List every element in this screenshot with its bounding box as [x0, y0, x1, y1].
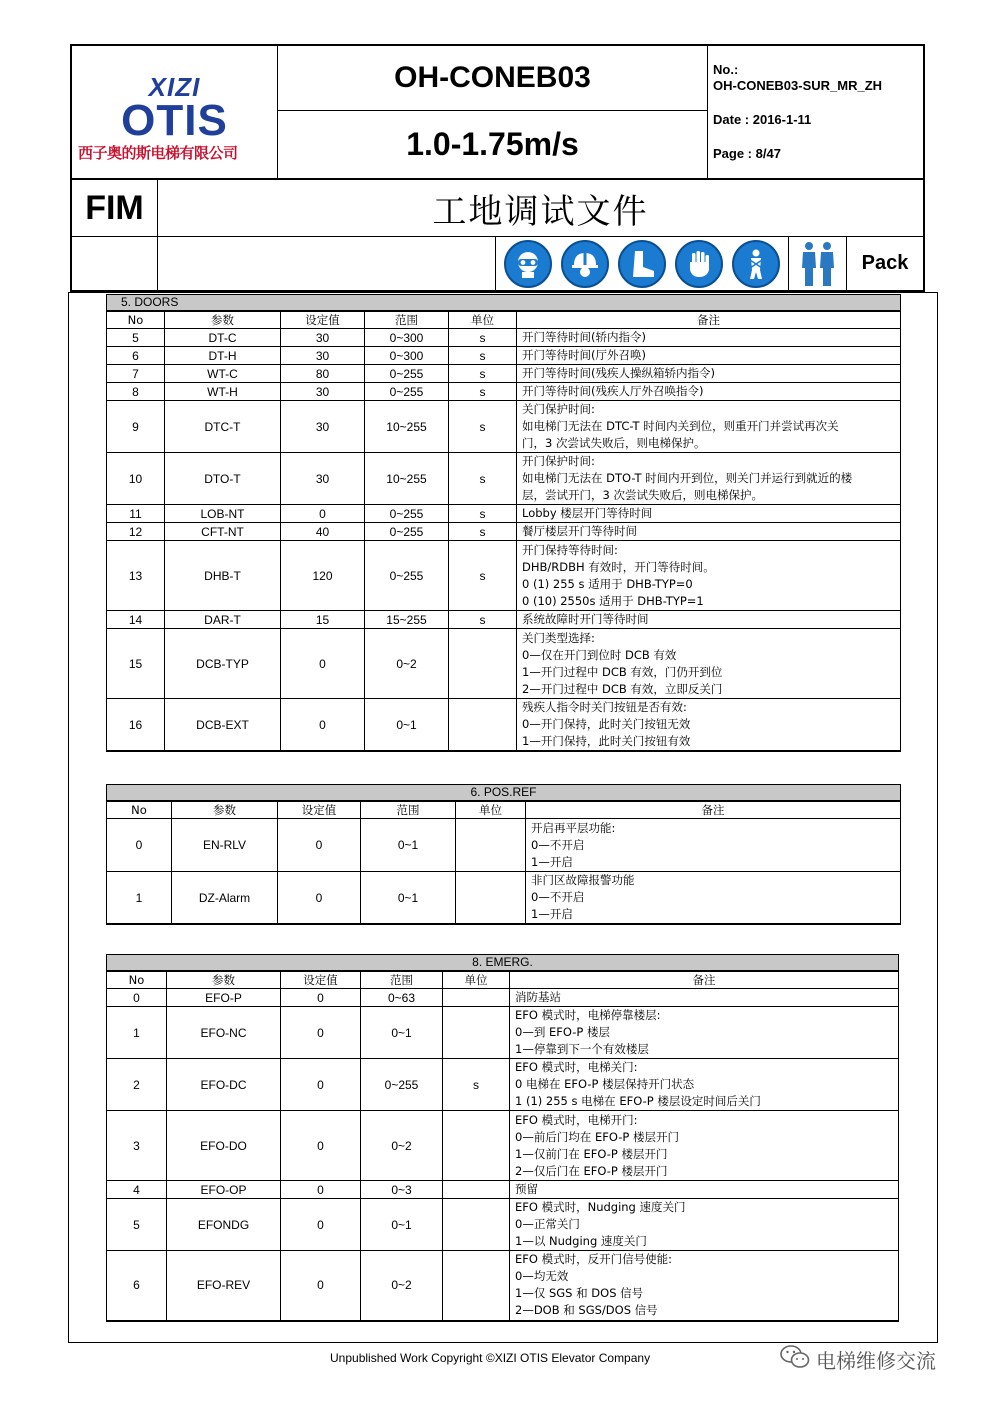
remark-line: EFO 模式时，电梯开门:	[515, 1112, 638, 1127]
cell-range: 0~3	[361, 1181, 443, 1199]
table-row	[107, 383, 901, 401]
cell-remark	[517, 453, 901, 505]
cell-no: 11	[107, 505, 165, 523]
section-header-row	[107, 295, 901, 311]
document-info	[708, 46, 923, 178]
cell-unit: s	[449, 541, 517, 611]
column-header-row	[107, 801, 901, 819]
cell-value: 0	[281, 1059, 361, 1111]
cell-no: 1	[107, 1007, 167, 1059]
remark-line: 开门保持等待时间:	[522, 542, 618, 557]
cell-no: 0	[107, 989, 167, 1007]
remark-line: 1—仅前门在 EFO-P 楼层开门	[515, 1146, 668, 1161]
section-title: 5. DOORS	[107, 295, 901, 311]
cell-param: EFO-DC	[167, 1059, 281, 1111]
cell-param: EFO-DO	[167, 1111, 281, 1181]
remark-line: 开启再平层功能:	[531, 820, 616, 835]
cell-no: 5	[107, 329, 165, 347]
column-header: No	[107, 971, 167, 989]
cell-unit	[443, 1199, 510, 1251]
remark-line: 2—仅后门在 EFO-P 楼层开门	[515, 1163, 668, 1178]
section-header-row	[107, 955, 899, 971]
cell-param: CFT-NT	[165, 523, 281, 541]
cell-remark	[510, 1251, 899, 1321]
cell-value: 30	[281, 329, 365, 347]
column-header: No	[107, 311, 165, 329]
remark-line: 消防基站	[515, 990, 561, 1004]
remark-line: EFO 模式时，Nudging 速度关门	[515, 1200, 686, 1214]
cell-no: 7	[107, 365, 165, 383]
column-header: 备注	[510, 971, 899, 989]
remark-line: 1 (1) 255 s 电梯在 EFO-P 楼层设定时间后关门	[515, 1094, 761, 1108]
cell-remark	[517, 611, 901, 629]
cell-range: 0~1	[365, 699, 449, 752]
cell-remark	[526, 872, 901, 925]
cell-param: WT-H	[165, 383, 281, 401]
cell-unit: s	[449, 347, 517, 365]
remark-line: EFO 模式时，反开门信号使能:	[515, 1252, 672, 1267]
cell-range: 0~255	[365, 523, 449, 541]
table-row	[107, 611, 901, 629]
column-header: 范围	[361, 801, 456, 819]
column-header: 设定值	[278, 801, 361, 819]
cell-range: 0~255	[365, 365, 449, 383]
cell-value: 0	[281, 1199, 361, 1251]
cell-no: 14	[107, 611, 165, 629]
doc-page: Page : 8/47	[713, 146, 781, 161]
cell-remark	[517, 505, 901, 523]
cell-no: 10	[107, 453, 165, 505]
remark-line: 开门等待时间(残疾人厅外召唤指令)	[522, 384, 704, 398]
column-header-row	[107, 971, 899, 989]
cell-unit: s	[449, 329, 517, 347]
cell-no: 0	[107, 819, 172, 872]
cell-unit: s	[449, 383, 517, 401]
table-row	[107, 1007, 899, 1059]
table-row	[107, 819, 901, 872]
cell-param: LOB-NT	[165, 505, 281, 523]
column-header: 范围	[365, 311, 449, 329]
document-title: 工地调试文件	[432, 191, 649, 232]
cell-param: EFO-NC	[167, 1007, 281, 1059]
cell-remark	[517, 523, 901, 541]
cell-param: EFO-OP	[167, 1181, 281, 1199]
table-row	[107, 1199, 899, 1251]
section-title: 6. POS.REF	[107, 785, 901, 801]
pack-label: Pack	[861, 252, 909, 274]
document-header	[70, 44, 925, 292]
cell-param: DT-H	[165, 347, 281, 365]
cell-range: 0~1	[361, 1007, 443, 1059]
table-row	[107, 1059, 899, 1111]
column-header: 单位	[456, 801, 526, 819]
remark-line: 0—仅在开门到位时 DCB 有效	[522, 647, 677, 662]
remark-line: 1—仅 SGS 和 DOS 信号	[515, 1286, 644, 1301]
logo-company-name: 西子奥的斯电梯有限公司	[78, 144, 238, 162]
header-icon-row	[72, 237, 923, 290]
cell-unit: s	[449, 401, 517, 453]
cell-remark	[510, 1007, 899, 1059]
model-name: OH-CONEB03	[278, 46, 707, 111]
cell-value: 40	[281, 523, 365, 541]
cell-value: 30	[281, 401, 365, 453]
remark-line: 如电梯门无法在 DTO-T 时间内开到位，则关门并运行到就近的楼	[522, 471, 853, 485]
cell-range: 0~2	[361, 1251, 443, 1321]
cell-value: 0	[281, 1111, 361, 1181]
doc-date: Date : 2016-1-11	[713, 112, 812, 127]
column-header: 设定值	[281, 971, 361, 989]
watermark	[780, 1344, 936, 1375]
column-header: 参数	[165, 311, 281, 329]
cell-remark	[510, 1199, 899, 1251]
cell-param: DT-C	[165, 329, 281, 347]
table-row	[107, 401, 901, 453]
remark-line: 0—开门保持，此时关门按钮无效	[522, 717, 691, 731]
cell-remark	[517, 347, 901, 365]
speed-range: 1.0-1.75m/s	[406, 126, 579, 162]
remark-line: EFO 模式时，电梯关门:	[515, 1060, 638, 1074]
section-header-row	[107, 785, 901, 801]
remark-line: 0—均无效	[515, 1269, 569, 1284]
cell-value: 80	[281, 365, 365, 383]
logo-xizi-text: XIZI	[148, 72, 201, 102]
cell-no: 2	[107, 1059, 167, 1111]
table-row	[107, 699, 901, 752]
cell-value: 0	[281, 1181, 361, 1199]
cell-param: DZ-Alarm	[172, 872, 278, 925]
cell-unit	[443, 1181, 510, 1199]
cell-value: 0	[281, 1007, 361, 1059]
header-top-row	[72, 46, 923, 180]
table-row	[107, 1111, 899, 1181]
cell-no: 8	[107, 383, 165, 401]
cell-range: 0~300	[365, 347, 449, 365]
cell-no: 5	[107, 1199, 167, 1251]
remark-line: 门，3 次尝试失败后，则电梯保护。	[522, 436, 706, 450]
blank-cell	[72, 237, 158, 290]
cell-param: DHB-T	[165, 541, 281, 611]
cell-param: DCB-TYP	[165, 629, 281, 699]
cell-remark	[510, 1059, 899, 1111]
cell-value: 0	[281, 989, 361, 1007]
section-title: 8. EMERG.	[107, 955, 899, 971]
cell-value: 0	[281, 629, 365, 699]
cell-param: DTC-T	[165, 401, 281, 453]
cell-remark	[510, 1181, 899, 1199]
cell-unit: s	[443, 1059, 510, 1111]
cell-range: 0~300	[365, 329, 449, 347]
remark-line: DHB/RDBH 有效时，开门等待时间。	[522, 559, 715, 574]
remark-line: 如电梯门无法在 DTC-T 时间内关到位，则重开门并尝试再次关	[522, 419, 839, 433]
cell-value: 0	[281, 505, 365, 523]
cell-range: 0~1	[361, 819, 456, 872]
table-row	[107, 523, 901, 541]
table-row	[107, 989, 899, 1007]
remark-line: 0—不开启	[531, 837, 585, 852]
header-title-row	[72, 180, 923, 237]
cell-value: 0	[281, 699, 365, 752]
remark-line: 1—开启	[531, 907, 573, 921]
doc-no-value: OH-CONEB03-SUR_MR_ZH	[713, 78, 883, 93]
cell-unit	[443, 1007, 510, 1059]
cell-param: EN-RLV	[172, 819, 278, 872]
cell-unit	[449, 629, 517, 699]
remark-line: 0—前后门均在 EFO-P 楼层开门	[515, 1129, 679, 1144]
cell-param: EFO-REV	[167, 1251, 281, 1321]
cell-remark	[517, 383, 901, 401]
table-row	[107, 329, 901, 347]
remark-line: EFO 模式时，电梯停靠楼层:	[515, 1008, 661, 1022]
cell-range: 10~255	[365, 401, 449, 453]
cell-range: 15~255	[365, 611, 449, 629]
goggles-icon	[504, 240, 552, 288]
remark-line: 1—开门过程中 DCB 有效，门仍开到位	[522, 664, 723, 679]
cell-unit	[456, 872, 526, 925]
table-row	[107, 347, 901, 365]
column-header: 参数	[167, 971, 281, 989]
cell-unit	[443, 1251, 510, 1321]
cell-no: 1	[107, 872, 172, 925]
cell-remark	[517, 699, 901, 752]
cell-range: 0~255	[365, 383, 449, 401]
cell-no: 6	[107, 347, 165, 365]
cell-unit: s	[449, 505, 517, 523]
remark-line: Lobby 楼层开门等待时间	[522, 506, 653, 520]
remark-line: 开门等待时间(残疾人操纵箱轿内指令)	[522, 366, 715, 380]
column-header: 参数	[172, 801, 278, 819]
table-row	[107, 629, 901, 699]
column-header: 备注	[517, 311, 901, 329]
cell-range: 0~2	[361, 1111, 443, 1181]
harness-icon	[732, 240, 780, 288]
cell-unit	[456, 819, 526, 872]
remark-line: 0—到 EFO-P 楼层	[515, 1025, 610, 1039]
cell-value: 30	[281, 347, 365, 365]
helmet-icon	[561, 240, 609, 288]
remark-line: 2—开门过程中 DCB 有效，立即反关门	[522, 681, 723, 696]
remark-line: 开门保护时间:	[522, 454, 595, 468]
cell-no: 15	[107, 629, 165, 699]
remark-line: 预留	[515, 1182, 538, 1196]
remark-line: 2—DOB 和 SGS/DOS 信号	[515, 1303, 658, 1318]
remark-line: 非门区故障报警功能	[531, 873, 635, 887]
cell-range: 0~2	[365, 629, 449, 699]
table-row	[107, 1251, 899, 1321]
remark-line: 1—开门保持，此时关门按钮有效	[522, 734, 691, 748]
cell-range: 0~63	[361, 989, 443, 1007]
fim-label: FIM	[72, 180, 158, 236]
glove-icon	[675, 240, 723, 288]
emerg-table	[106, 954, 899, 1322]
cell-param: DTO-T	[165, 453, 281, 505]
cell-range: 0~255	[365, 505, 449, 523]
cell-range: 0~255	[361, 1059, 443, 1111]
cell-param: EFONDG	[167, 1199, 281, 1251]
remark-line: 系统故障时开门等待时间	[522, 612, 649, 626]
cell-param: DCB-EXT	[165, 699, 281, 752]
cell-no: 16	[107, 699, 165, 752]
watermark-text: 电梯维修交流	[816, 1349, 936, 1373]
cell-no: 9	[107, 401, 165, 453]
cell-range: 0~255	[365, 541, 449, 611]
cell-value: 0	[278, 872, 361, 925]
people-icon	[789, 237, 847, 290]
ppe-icon-strip	[496, 237, 789, 290]
remark-line: 关门保护时间:	[522, 402, 595, 416]
cell-remark	[526, 819, 901, 872]
doors-table	[106, 294, 901, 752]
wechat-icon	[780, 1344, 810, 1375]
column-header: 设定值	[281, 311, 365, 329]
cell-no: 13	[107, 541, 165, 611]
remark-line: 层，尝试开门，3 次尝试失败后，则电梯保护。	[522, 488, 763, 502]
column-header: 备注	[526, 801, 901, 819]
posref-table	[106, 784, 901, 925]
column-header: 单位	[443, 971, 510, 989]
cell-no: 4	[107, 1181, 167, 1199]
cell-unit	[449, 699, 517, 752]
model-block	[278, 46, 708, 178]
table-row	[107, 541, 901, 611]
remark-line: 1—开启	[531, 854, 573, 869]
cell-value: 15	[281, 611, 365, 629]
company-logo	[72, 46, 278, 178]
cell-range: 0~1	[361, 1199, 443, 1251]
cell-remark	[517, 629, 901, 699]
cell-unit	[443, 1111, 510, 1181]
cell-param: EFO-P	[167, 989, 281, 1007]
copyright-footer: Unpublished Work Copyright ©XIZI OTIS Elevator Company	[330, 1351, 651, 1365]
logo-otis-text: OTIS	[121, 96, 228, 145]
cell-value: 30	[281, 383, 365, 401]
cell-param: DAR-T	[165, 611, 281, 629]
remark-line: 1—以 Nudging 速度关门	[515, 1234, 647, 1248]
blank-cell	[158, 237, 496, 290]
cell-no: 3	[107, 1111, 167, 1181]
cell-unit: s	[449, 611, 517, 629]
column-header: No	[107, 801, 172, 819]
cell-remark	[517, 541, 901, 611]
cell-unit: s	[449, 453, 517, 505]
cell-remark	[517, 401, 901, 453]
column-header-row	[107, 311, 901, 329]
remark-line: 1—停靠到下一个有效楼层	[515, 1042, 649, 1056]
table-row	[107, 453, 901, 505]
cell-value: 120	[281, 541, 365, 611]
table-row	[107, 365, 901, 383]
remark-line: 0—不开启	[531, 890, 585, 904]
table-row	[107, 1181, 899, 1199]
cell-no: 6	[107, 1251, 167, 1321]
remark-line: 0 (1) 255 s 适用于 DHB-TYP=0	[522, 576, 693, 591]
cell-value: 0	[278, 819, 361, 872]
remark-line: 餐厅楼层开门等待时间	[522, 524, 637, 538]
table-row	[107, 872, 901, 925]
cell-unit	[443, 989, 510, 1007]
column-header: 单位	[449, 311, 517, 329]
cell-unit: s	[449, 523, 517, 541]
cell-no: 12	[107, 523, 165, 541]
remark-line: 0 电梯在 EFO-P 楼层保持开门状态	[515, 1077, 695, 1091]
remark-line: 0—正常关门	[515, 1217, 580, 1231]
safety-boot-icon	[618, 240, 666, 288]
cell-value: 0	[281, 1251, 361, 1321]
table-row	[107, 505, 901, 523]
remark-line: 残疾人指令时关门按钮是否有效:	[522, 700, 687, 714]
cell-range: 10~255	[365, 453, 449, 505]
cell-unit: s	[449, 365, 517, 383]
cell-remark	[517, 365, 901, 383]
cell-range: 0~1	[361, 872, 456, 925]
cell-remark	[510, 1111, 899, 1181]
cell-param: WT-C	[165, 365, 281, 383]
cell-remark	[510, 989, 899, 1007]
remark-line: 开门等待时间(轿内指令)	[522, 330, 646, 344]
column-header: 范围	[361, 971, 443, 989]
cell-remark	[517, 329, 901, 347]
cell-value: 30	[281, 453, 365, 505]
remark-line: 关门类型选择:	[522, 630, 595, 645]
remark-line: 开门等待时间(厅外召唤)	[522, 348, 646, 362]
doc-no-label: No.:	[713, 62, 739, 77]
remark-line: 0 (10) 2550s 适用于 DHB-TYP=1	[522, 593, 704, 608]
